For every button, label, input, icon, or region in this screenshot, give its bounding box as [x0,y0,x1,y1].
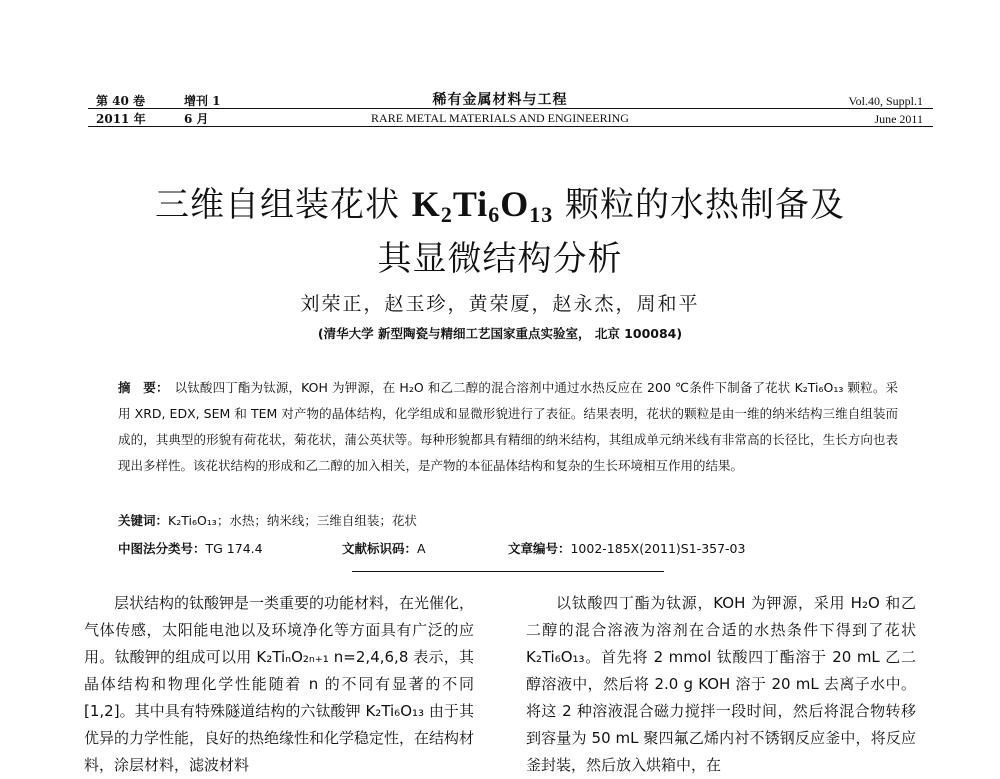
body-paragraph-left: 层状结构的钛酸钾是一类重要的功能材料，在光催化，气体传感，太阳能电池以及环境净化等方面具有广泛的应用。钛酸钾的组成可以用 K₂TiₙO₂ₙ₊₁ n=2,4,6,8 表示，其晶体结构和物理化学性能随着 n 的不同有显著的不同[1,2]。其中具有特殊隧道结构的六钛酸钾 K₂Ti₆O₁₃ 由于其优异的力学性能，良好的热绝缘性和化学稳定性，在结构材料，涂层材料，滤波材料 [84,594,475,774]
header-issue-info-en [849,92,923,128]
paper-title [0,182,1000,281]
affiliation: (清华大学 新型陶瓷与精细工艺国家重点实验室， 北京 100084) [317,326,683,341]
body-column-left [84,590,474,779]
keywords [118,511,417,529]
doc-code-label: 文献标识码： [341,541,417,556]
article-number-value: 1002-185X(2011)S1-357-03 [570,541,746,556]
header-supplement-cn: 增刊 1 [184,94,221,108]
header-month-cn: 6 月 [184,112,209,126]
header-volume-en: Vol.40, Suppl.1 [848,94,923,108]
header-year-cn: 2011 年 [96,112,146,126]
classification-line [118,539,918,557]
header-date-en: June 2011 [874,112,923,126]
title-suffix: 颗粒的水热制备及 [553,185,846,225]
section-divider [352,571,664,572]
paper-title-line1 [0,182,1000,237]
abstract [118,375,898,479]
body-column-right [526,590,916,779]
journal-name-cn: 稀有金属材料与工程 [432,92,568,108]
title-formula: $K_2Ti_6O_{13}$ [411,184,554,227]
journal-name-en: RARE METAL MATERIALS AND ENGINEERING [371,111,629,125]
authors: 刘荣正，赵玉珍，黄荣厦，赵永杰，周和平 [300,293,700,315]
abstract-label: 摘 要： [118,380,169,395]
clc-value: TG 174.4 [205,541,263,556]
header-divider-thin [88,108,933,109]
article-number-label: 文章编号： [507,541,571,556]
keywords-text: K₂Ti₆O₁₃；水热；纳米线；三维自组装；花状 [168,513,417,528]
abstract-text: 以钛酸四丁酯为钛源，KOH 为钾源，在 H₂O 和乙二醇的混合溶剂中通过水热反应在 200 ℃条件下制备了花状 K₂Ti₆O₁₃ 颗粒。采用 XRD, EDX, SEM 和 TEM 对产物的晶体结构，化学组成和显微形貌进行了表征。结果表明，花状的颗粒是由一维的纳米结构三维自组装而成的，其典型的形貌有荷花状，菊花状，蒲公英状等。每种形貌都具有精细的纳米结构，其组成单元纳米线有非常高的长径比，生长方向也表现出多样性。该花状结构的形成和乙二醇的加入相关，是产物的本征晶体结构和复杂的生长环境相互作用的结果。 [118,380,898,473]
clc-label: 中图法分类号： [118,541,206,556]
header-divider-thick [88,126,933,127]
header-volume-cn: 第 40 卷 [96,94,146,108]
title-prefix: 三维自组装花状 [154,185,412,225]
paper-title-line2: 其显微结构分析 [377,239,623,279]
keywords-label: 关键词： [118,513,169,528]
doc-code-value: A [417,541,426,556]
body-paragraph-right: 以钛酸四丁酯为钛源，KOH 为钾源，采用 H₂O 和乙二醇的混合溶液为溶剂在合适的水热条件下得到了花状 K₂Ti₆O₁₃。首先将 2 mmol 钛酸四丁酯溶于 20 mL 乙二醇溶液中，然后将 2.0 g KOH 溶于 20 mL 去离子水中。将这 2 种溶液混合磁力搅拌一段时间，然后将混合物转移到容量为 50 mL 聚四氟乙烯内衬不锈钢反应釜中，将反应釜封装，然后放入烘箱中，在 [526,594,916,774]
